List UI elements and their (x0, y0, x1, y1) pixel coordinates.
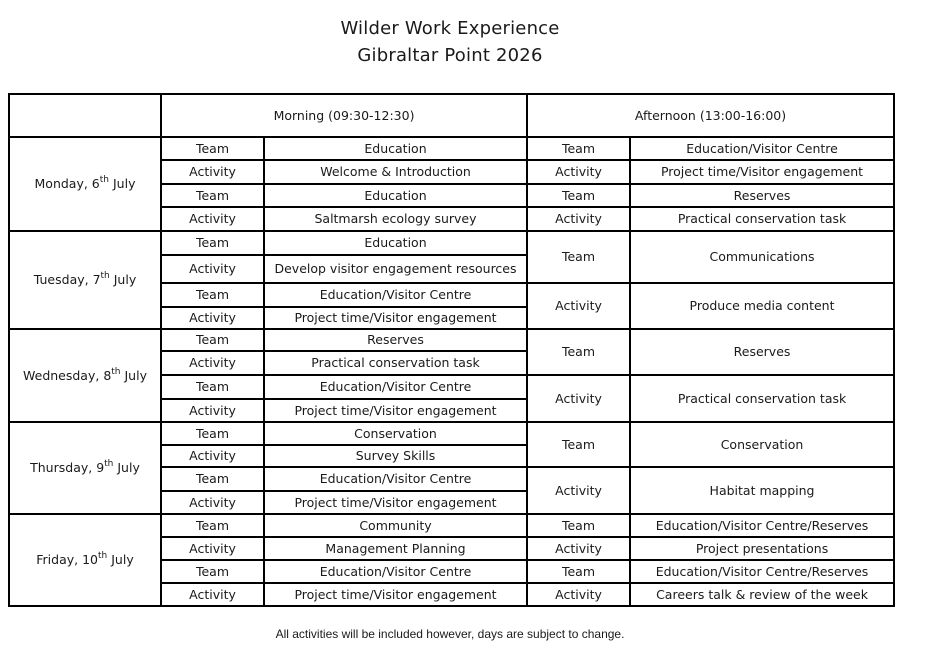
day-month: July (112, 176, 136, 191)
morning-label: Team (161, 375, 264, 399)
morning-value: Saltmarsh ecology survey (264, 207, 527, 231)
morning-header: Morning (09:30-12:30) (161, 94, 527, 137)
morning-value: Education/Visitor Centre (264, 375, 527, 399)
schedule-row (9, 422, 894, 445)
schedule-row (9, 329, 894, 351)
day-ordinal: th (100, 271, 110, 281)
day-cell (9, 231, 161, 329)
corner-cell (9, 94, 161, 137)
afternoon-value: Careers talk & review of the week (630, 583, 894, 606)
morning-value: Management Planning (264, 537, 527, 560)
day-cell (9, 422, 161, 514)
morning-label: Activity (161, 491, 264, 514)
morning-label: Activity (161, 307, 264, 329)
footer-note: All activities will be included however, days are subject to change. (275, 627, 625, 641)
morning-label: Activity (161, 351, 264, 375)
day-month: July (111, 552, 134, 567)
day-month: July (117, 460, 140, 475)
morning-label: Team (161, 467, 264, 491)
morning-value: Education/Visitor Centre (264, 283, 527, 307)
day-ordinal: th (104, 459, 114, 469)
morning-value: Practical conservation task (264, 351, 527, 375)
day-month: July (113, 272, 137, 287)
afternoon-value: Produce media content (630, 283, 894, 329)
morning-label: Team (161, 514, 264, 537)
afternoon-value: Education/Visitor Centre (630, 137, 894, 160)
morning-value: Community (264, 514, 527, 537)
afternoon-value: Communications (630, 231, 894, 283)
morning-value: Education (264, 231, 527, 255)
afternoon-label: Team (527, 560, 630, 583)
morning-value: Welcome & Introduction (264, 160, 527, 184)
afternoon-value: Education/Visitor Centre/Reserves (630, 514, 894, 537)
morning-label: Activity (161, 160, 264, 184)
header-row (9, 94, 894, 137)
schedule-table (8, 93, 895, 607)
morning-label: Team (161, 184, 264, 207)
morning-value: Project time/Visitor engagement (264, 307, 527, 329)
afternoon-label: Team (527, 422, 630, 467)
morning-value: Conservation (264, 422, 527, 445)
afternoon-label: Team (527, 514, 630, 537)
morning-label: Activity (161, 255, 264, 283)
day-name: Thursday, 9 (30, 460, 105, 475)
afternoon-label: Activity (527, 583, 630, 606)
morning-value: Education/Visitor Centre (264, 467, 527, 491)
day-cell (9, 137, 161, 231)
morning-value: Reserves (264, 329, 527, 351)
afternoon-value: Habitat mapping (630, 467, 894, 514)
day-ordinal: th (98, 551, 108, 561)
day-cell (9, 329, 161, 422)
morning-label: Team (161, 137, 264, 160)
afternoon-value: Project presentations (630, 537, 894, 560)
afternoon-label: Activity (527, 207, 630, 231)
day-cell (9, 514, 161, 606)
afternoon-value: Practical conservation task (630, 375, 894, 422)
morning-value: Education (264, 184, 527, 207)
afternoon-label: Team (527, 137, 630, 160)
schedule-row (9, 514, 894, 537)
morning-label: Team (161, 283, 264, 307)
afternoon-value: Reserves (630, 329, 894, 375)
document-title: Wilder Work Experience (340, 18, 560, 39)
morning-label: Team (161, 560, 264, 583)
afternoon-header: Afternoon (13:00-16:00) (527, 94, 894, 137)
morning-value: Project time/Visitor engagement (264, 399, 527, 422)
day-name: Wednesday, 8 (23, 367, 112, 383)
afternoon-label: Activity (527, 375, 630, 422)
day-name: Friday, 10 (36, 552, 99, 567)
afternoon-value: Project time/Visitor engagement (630, 160, 894, 184)
day-ordinal: th (111, 366, 121, 377)
afternoon-label: Team (527, 184, 630, 207)
afternoon-value: Reserves (630, 184, 894, 207)
afternoon-label: Team (527, 231, 630, 283)
morning-value: Develop visitor engagement resources (264, 255, 527, 283)
afternoon-label: Activity (527, 467, 630, 514)
morning-label: Team (161, 231, 264, 255)
morning-label: Activity (161, 399, 264, 422)
morning-value: Survey Skills (264, 445, 527, 467)
morning-value: Project time/Visitor engagement (264, 583, 527, 606)
schedule-row (9, 137, 894, 160)
morning-label: Activity (161, 583, 264, 606)
morning-label: Activity (161, 207, 264, 231)
morning-value: Education/Visitor Centre (264, 560, 527, 583)
morning-label: Team (161, 422, 264, 445)
afternoon-label: Activity (527, 537, 630, 560)
afternoon-label: Team (527, 329, 630, 375)
day-ordinal: th (99, 175, 109, 185)
afternoon-value: Education/Visitor Centre/Reserves (630, 560, 894, 583)
afternoon-value: Practical conservation task (630, 207, 894, 231)
day-name: Monday, 6 (34, 176, 100, 191)
document-subtitle: Gibraltar Point 2026 (357, 45, 543, 66)
afternoon-value: Conservation (630, 422, 894, 467)
afternoon-label: Activity (527, 283, 630, 329)
morning-value: Project time/Visitor engagement (264, 491, 527, 514)
morning-value: Education (264, 137, 527, 160)
schedule-row (9, 231, 894, 255)
day-month: July (124, 367, 147, 383)
day-name: Tuesday, 7 (33, 272, 101, 287)
afternoon-label: Activity (527, 160, 630, 184)
morning-label: Activity (161, 445, 264, 467)
morning-label: Activity (161, 537, 264, 560)
morning-label: Team (161, 329, 264, 351)
